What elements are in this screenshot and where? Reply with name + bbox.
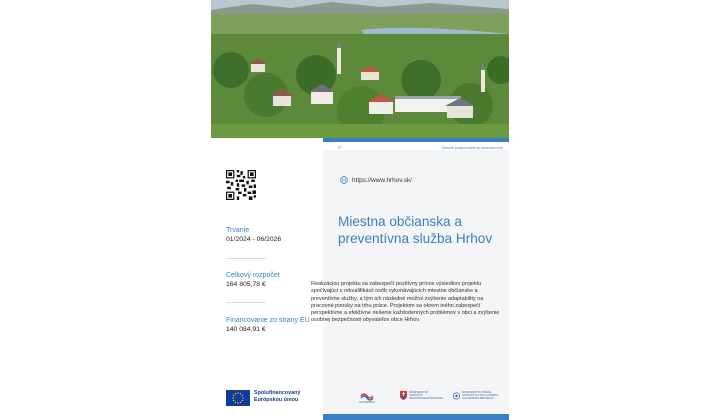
eu-logo-line1: Spolufinancovaný bbox=[254, 390, 301, 396]
eu-flag-icon bbox=[226, 390, 250, 406]
project-description: Realizáciou projektu sa zabezpečí pozitívny prínos výsledkov projektu spočívajúci v rekvalifikácii osôb vykonávajúcich miestne občianske a preventívne služby, a tým ich následné možné zvýšenie adaptability na pracovné ponuky na trhu práce. Projektom sa okrem iného zabezpečí perspektívne a efektívne riešenie každodenných problémov v obci a zvýšenie osobnej bezpečnosti obyvateľov obce Hrhov. bbox=[311, 281, 500, 324]
globe-icon bbox=[340, 176, 348, 184]
ministry-labour-logo bbox=[453, 391, 506, 400]
eu-logo-line2: Európskou úniou bbox=[254, 397, 299, 403]
divider bbox=[226, 302, 266, 303]
ministry-investment-text: MINISTERSTVO INVESTÍCIÍ, REGIONÁLNEHO ROZVOJA bbox=[409, 391, 443, 400]
ministry-investment-logo bbox=[400, 391, 443, 400]
qr-code[interactable] bbox=[226, 170, 256, 200]
eu-logo-text bbox=[254, 390, 300, 404]
project-title: Miestna občianska a preventívna služba Hrhov bbox=[338, 214, 493, 246]
slovensko-logo bbox=[359, 391, 375, 404]
ministry-emblem-icon bbox=[453, 392, 460, 400]
divider bbox=[226, 258, 266, 259]
photo-credit: Obecné podpovedzte so umenázovníe bbox=[441, 146, 503, 150]
budget-value: 164 805,78 € bbox=[226, 281, 266, 288]
slovensko-text: SLOVENSKO bbox=[359, 401, 376, 404]
duration-value: 01/2024 - 06/2026 bbox=[226, 236, 282, 243]
eu-funding-value: 140 084,91 € bbox=[226, 326, 266, 333]
project-poster bbox=[211, 0, 509, 420]
duration-label: Trvanie bbox=[226, 227, 250, 234]
bottom-accent-bar bbox=[323, 414, 509, 420]
photo-copyright: © bbox=[338, 145, 341, 150]
eu-funding-label: Financovanie zo strany EÚ bbox=[226, 317, 310, 324]
slovensko-mark-icon bbox=[359, 391, 375, 401]
coat-of-arms-icon bbox=[400, 391, 407, 400]
village-photo bbox=[211, 0, 509, 138]
ministry-labour-text: MINISTERSTVO PRÁCE, SOCIÁLNYCH VECÍ A RODINY SLOVENSKEJ REPUBLIKY bbox=[462, 391, 499, 400]
accent-bar bbox=[323, 138, 509, 142]
budget-label: Celkový rozpočet bbox=[226, 272, 280, 279]
website-link[interactable] bbox=[340, 176, 412, 184]
website-url: https://www.hrhov.sk/ bbox=[352, 176, 412, 184]
